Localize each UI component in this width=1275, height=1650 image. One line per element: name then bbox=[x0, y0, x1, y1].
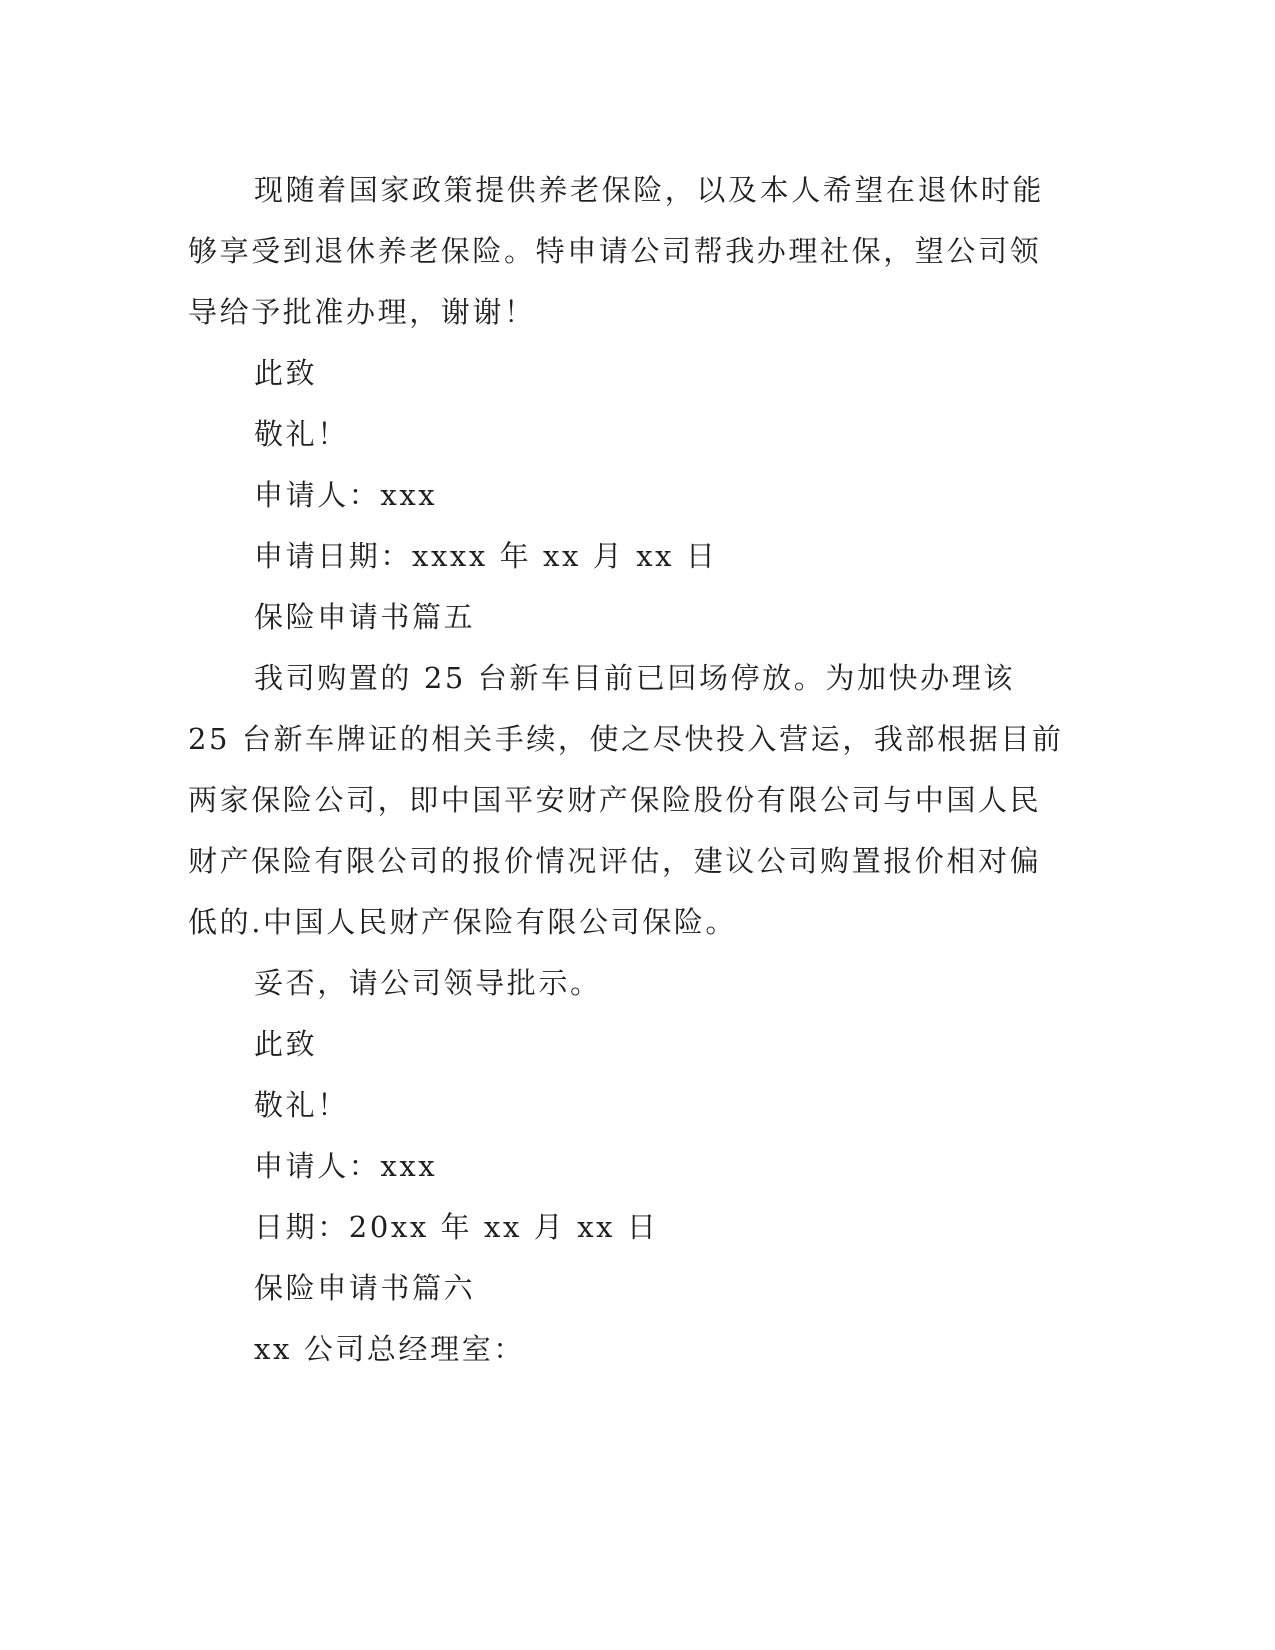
section-heading-six: 保险申请书篇六 bbox=[254, 1271, 476, 1305]
section-heading-five: 保险申请书篇五 bbox=[254, 600, 476, 634]
paragraph-vehicle-insurance: 我司购置的 25 台新车目前已回场停放。为加快办理该 25 台新车牌证的相关手续，使之尽快投入营运，我部根据目前两家保险公司，即中国平安财产保险股份有限公司与中国人民财产保险有限公司的报价情况评估，建议公司购置报价相对偏低的.中国人民财产保险有限公司保险。 bbox=[188, 661, 1064, 939]
applicant-line: 申请人：xxx bbox=[254, 478, 438, 512]
paragraph-pension-request: 现随着国家政策提供养老保险，以及本人希望在退休时能够享受到退休养老保险。特申请公司帮我办理社保，望公司领导给予批准办理，谢谢！ bbox=[188, 173, 1045, 329]
approval-request-line: 妥否，请公司领导批示。 bbox=[254, 966, 602, 1000]
application-date-line: 申请日期：xxxx 年 xx 月 xx 日 bbox=[254, 539, 718, 573]
addressee-line: xx 公司总经理室： bbox=[254, 1332, 525, 1366]
closing-salutation-2: 此致 bbox=[254, 1027, 318, 1061]
applicant-line-2: 申请人：xxx bbox=[254, 1149, 438, 1183]
date-line-2: 日期：20xx 年 xx 月 xx 日 bbox=[254, 1210, 659, 1244]
closing-salutation: 此致 bbox=[254, 356, 318, 390]
document-body bbox=[188, 160, 1068, 1380]
closing-respect-2: 敬礼！ bbox=[254, 1088, 349, 1122]
closing-respect: 敬礼！ bbox=[254, 417, 349, 451]
